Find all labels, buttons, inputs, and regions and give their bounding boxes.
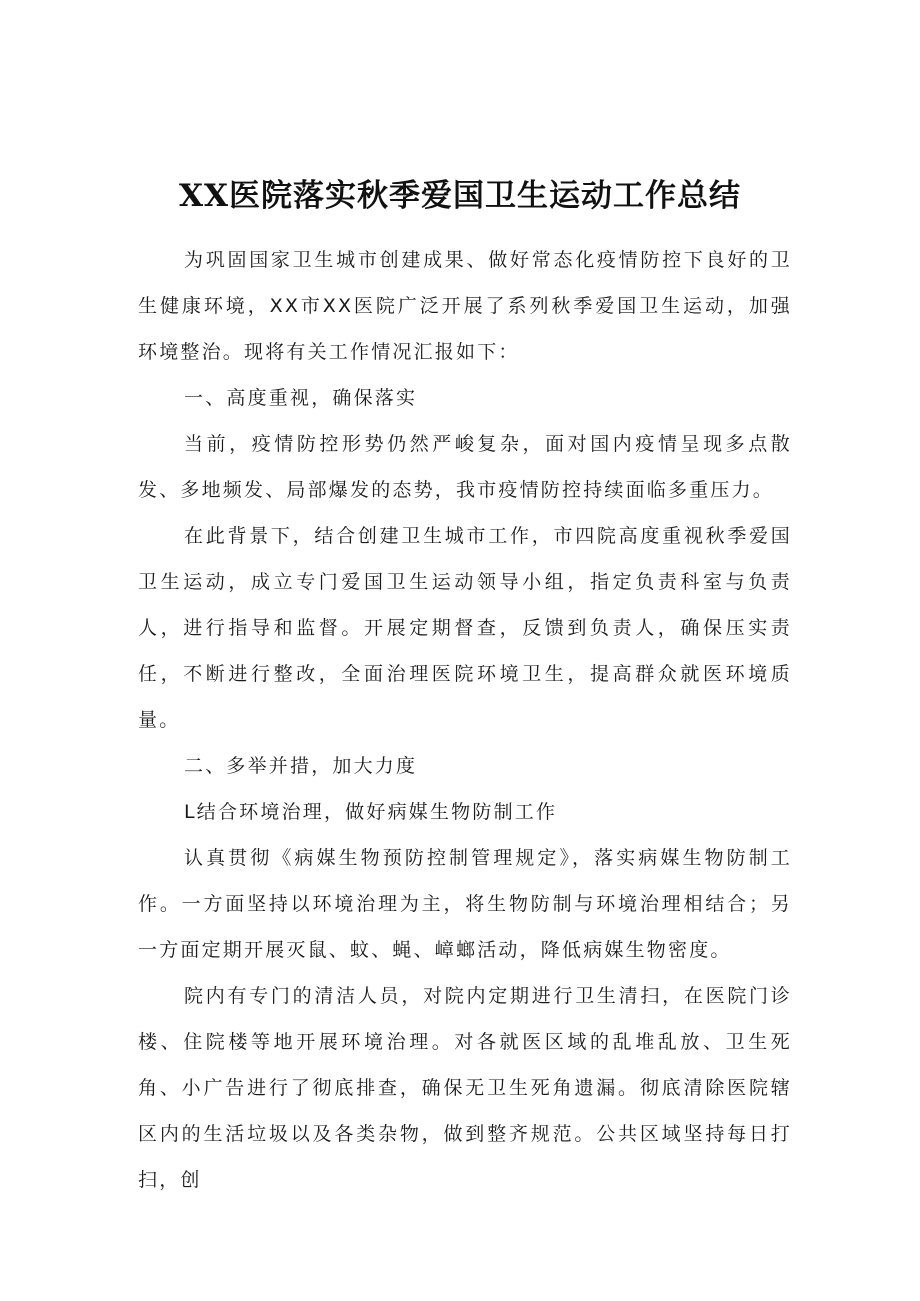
paragraph-vector-control: 认真贯彻《病媒生物预防控制管理规定》，落实病媒生物防制工作。一方面坚持以环境治理为主，将生物防制与环境治理相结合；另一方面定期开展灭鼠、蚊、蝇、嶂螂活动，降低病媒生物密度。	[138, 847, 792, 961]
paragraph-current-situation: 当前，疫情防控形势仍然严峻复杂，面对国内疫情呈现多点散发、多地频发、局部爆发的态势，我市疫情防控持续面临多重压力。	[138, 433, 792, 501]
paragraph-cleaning: 院内有专门的清洁人员，对院内定期进行卫生清扫，在医院门诊楼、住院楼等地开展环境治理。对各就医区域的乱堆乱放、卫生死角、小广告进行了彻底排查，确保无卫生死角遗漏。彻底清除医院辖区内的生活垃圾以及各类杂物，做到整齐规范。公共区域坚持每日打扫，创	[138, 985, 792, 1191]
section-heading-1: 一、高度重视，确保落实	[184, 387, 418, 409]
section-heading-2: 二、多举并措，加大力度	[184, 755, 418, 777]
document-body	[138, 237, 792, 1203]
paragraph-intro: 为巩固国家卫生城市创建成果、做好常态化疫情防控下良好的卫生健康环境，XX市XX医院广泛开展了系列秋季爱国卫生运动，加强环境整治。现将有关工作情况汇报如下：	[138, 249, 792, 363]
paragraph-background: 在此背景下，结合创建卫生城市工作，市四院高度重视秋季爱国卫生运动，成立专门爱国卫生运动领导小组，指定负责科室与负责人，进行指导和监督。开展定期督查，反馈到负责人，确保压实责任，不断进行整改，全面治理医院环境卫生，提高群众就医环境质量。	[138, 525, 792, 731]
document-title: XX医院落实秋季爱国卫生运动工作总结	[178, 178, 742, 214]
subsection-heading-1: L结合环境治理，做好病媒生物防制工作	[184, 801, 558, 823]
